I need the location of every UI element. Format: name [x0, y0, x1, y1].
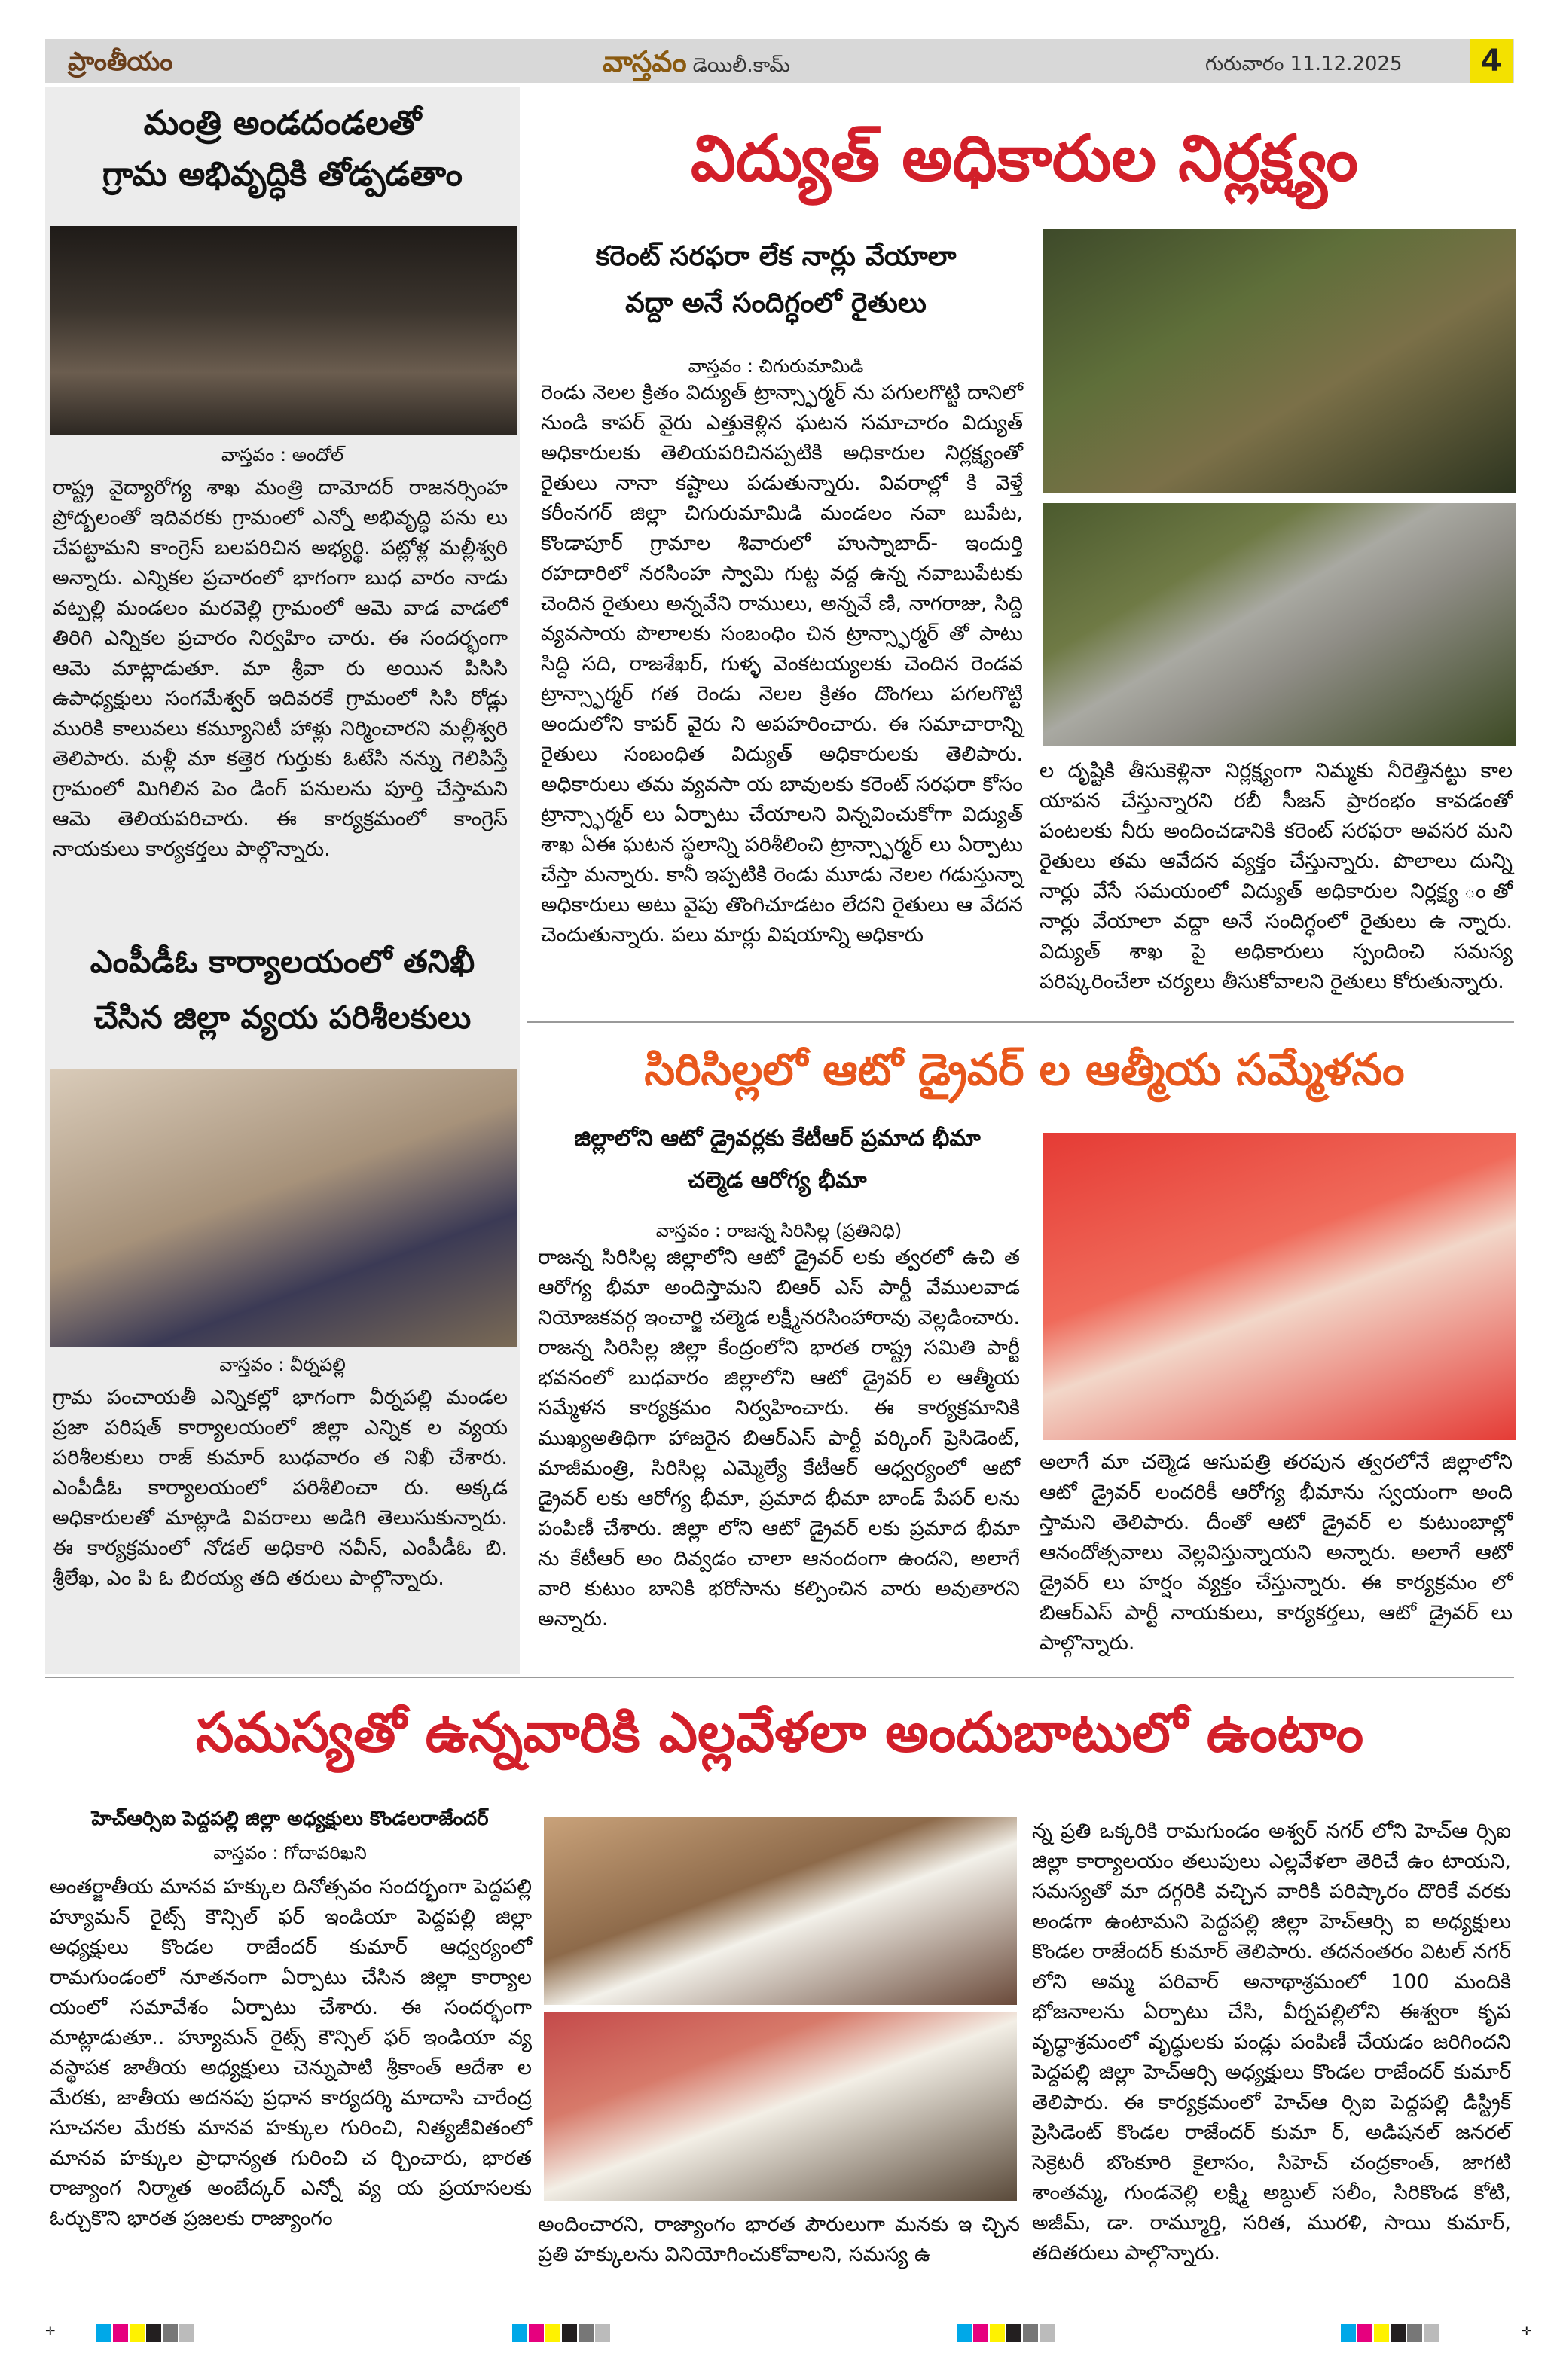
section-name: ప్రాంతీయం	[68, 47, 173, 77]
section-divider	[45, 1677, 1514, 1678]
logo-text: వాస్తవం	[603, 45, 687, 78]
power-story-headline: విద్యుత్ అధికారుల నిర్లక్ష్యం	[691, 121, 1358, 195]
page-number: 4	[1470, 39, 1513, 83]
left-story1-body: రాష్ట్ర వైద్యారోగ్య శాఖ మంత్రి దామోదర్ రాజనర్సింహ ప్రోద్బలంతో ఇదివరకు గ్రామంలో ఎన్నో అభివృద్ధి పను లు చేపట్టామని కాంగ్రెస్ బలపరిచిన అభ్యర్థి. పట్లోళ్ల మల్లీశ్వరి అన్నారు. ఎన్నికల ప్రచారంలో భాగంగా బుధ వారం నాడు వట్పల్లి మండలం మరవెల్లి గ్రామంలో ఆమె వాడ వాడలో తిరిగి ఎన్నికల ప్రచారం నిర్వహిం చారు. ఈ సందర్భంగా ఆమె మాట్లాడుతూ. మా శ్రీవా రు అయిన పిసిసి ఉపాధ్యక్షులు సంగమేశ్వర్ ఇదివరకే గ్రామంలో సిసి రోడ్లు మురికి కాలువలు కమ్యూనిటీ హాళ్లు నిర్మించారని మల్లీశ్వరి తెలిపారు. మళ్లీ మా కత్తెర గుర్తుకు ఓటేసి నన్ను గెలిపిస్తే గ్రామంలో మిగిలిన పెం డింగ్ పనులను పూర్తి చేస్తామని ఆమె తెలియపరిచారు. ఈ కార్యక్రమంలో కాంగ్రెస్ నాయకులు కార్యకర్తలు పాల్గొన్నారు.	[53, 476, 508, 861]
headline-line: గ్రామ అభివృద్ధికి తోడ్పడతాం	[102, 155, 463, 194]
headline-line: చేసిన జిల్లా వ్యయ పరిశీలకులు	[93, 999, 472, 1036]
transformer-damage-photo	[1043, 229, 1516, 493]
hr-story-body-col1: అంతర్జాతీయ మానవ హక్కుల దినోత్సవం సందర్భంగా పెద్దపల్లి హ్యూమన్ రైట్స్ కౌన్సిల్ ఫర్ ఇండియా పెద్దపల్లి జిల్లా అధ్యక్షులు కొండల రాజేందర్ కుమార్ ఆధ్వర్యంలో రామగుండంలో నూతనంగా ఏర్పాటు చేసిన జిల్లా కార్యాల యంలో సమావేశం ఏర్పాటు చేశారు. ఈ సందర్భంగా మాట్లాడుతూ.. హ్యూమన్ రైట్స్ కౌన్సిల్ ఫర్ ఇండియా వ్య వస్థాపక జాతీయ అధ్యక్షులు చెన్నుపాటి శ్రీకాంత్ ఆదేశా ల మేరకు, జాతీయ అదనపు ప్రధాన కార్యదర్శి మాదాసి చారేంద్ర సూచనల మేరకు మానవ హక్కుల గురించి, నిత్యజీవితంలో మానవ హక్కుల ప్రాధాన్యత గురించి చ ర్చించారు, భారత రాజ్యాంగ నిర్మాత అంబేద్కర్ ఎన్నో వ్య య ప్రయాసలకు ఓర్చుకొని భారత ప్రజలకు రాజ్యాంగం	[50, 1875, 532, 2230]
group-photo-night	[50, 226, 517, 435]
hr-story-subheadline: హెచ్ఆర్సిఐ పెద్దపల్లి జిల్లా అధ్యక్షులు కొండలరాజేందర్	[91, 1808, 489, 1830]
auto-story-byline: వాస్తవం : రాజన్న సిరిసిల్ల (ప్రతినిధి)	[655, 1220, 902, 1241]
left-story2-headline	[53, 934, 512, 1045]
left-story2-body: గ్రామ పంచాయతీ ఎన్నికల్లో భాగంగా వీర్నపల్లి మండల ప్రజా పరిషత్ కార్యాలయంలో జిల్లా ఎన్నిక ల వ్యయ పరిశీలకులు రాజ్ కుమార్ బుధవారం త నిఖీ చేశారు. ఎంపీడీఓ కార్యాలయంలో పరిశీలించా రు. అక్కడ అధికారులతో మాట్లాడి వివరాలు అడిగి తెలుసుకున్నారు. ఈ కార్యక్రమంలో నోడల్ అధికారి నవీన్, ఎంపీడీఓ బి. శ్రీలేఖ, ఎం పి ఓ బిరయ్య తది తరులు పాల్గొన్నారు.	[53, 1386, 508, 1590]
registration-mark-crosshair: ✛	[45, 2324, 56, 2338]
logo-subtext: డెయిలీ.కామ్	[692, 54, 790, 77]
auto-story-body-col2: అలాగే మా చల్మెడ ఆసుపత్రి తరపున త్వరలోనే జిల్లాలోని ఆటో డ్రైవర్ లందరికీ ఆరోగ్య భీమాను స్వయంగా అంది స్తామని తెలిపారు. దీంతో ఆటో డ్రైవర్ ల కుటుంబాల్లో ఆనందోత్సవాలు వెల్లవిస్తున్నాయని అన్నారు. అలాగే ఆటో డ్రైవర్ లు హర్షం వ్యక్తం చేస్తున్నారు. ఈ కార్యక్రమం లో బిఆర్ఎస్ పార్టీ నాయకులు, కార్యకర్తలు, ఆటో డ్రైవర్ లు పాల్గొన్నారు.	[1040, 1451, 1513, 1655]
left-story1-headline	[53, 98, 512, 200]
power-story-body-col1: రెండు నెలల క్రితం విద్యుత్ ట్రాన్స్ఫార్మర్ ను పగులగొట్టి దానిలో నుండి కాపర్ వైరు ఎత్తుకెళ్లిన ఘటన సమాచారం విద్యుత్ అధికారులకు తెలియపరిచినప్పటికి అధికారుల నిర్లక్ష్యంతో రైతులు నానా కష్టాలు పడుతున్నారు. వివరాల్లో కి వెళ్తే కరీంనగర్ జిల్లా చిగురుమామిడి మండలం నవా బుపేట, కొండాపూర్ గ్రామాల శివారులో హుస్నాబాద్- ఇందుర్తి రహదారిలో నరసింహ స్వామి గుట్ట వద్ద ఉన్న నవాబుపేటకు చెందిన రైతులు అన్నవేని రాములు, అన్నవే ణి, నాగరాజు, సిద్ది వ్యవసాయ పొలాలకు సంబంధిం చిన ట్రాన్స్ఫార్మర్ తో పాటు సిద్ది సది, రాజశేఖర్, గుళ్ళ వెంకటయ్యలకు చెందిన రెండవ ట్రాన్స్ఫార్మర్ గత రెండు నెలల క్రితం దొంగలు పగలగొట్టి అందులోని కాపర్ వైరు ని అపహరించారు. ఈ సమాచారాన్ని రైతులు సంబంధిత విద్యుత్ అధికారులకు తెలిపారు. అధికారులు తమ వ్యవసా య బావులకు కరెంట్ సరఫరా కోసం ట్రాన్స్ఫార్మర్ లు ఏర్పాటు చేయాలని విన్నవించుకోగా విద్యుత్ శాఖ ఏఈ ఘటన స్థలాన్ని పరిశీలించి ట్రాన్స్ఫార్మర్ లు ఏర్పాటు చేస్తా మన్నారు. కానీ ఇప్పటికి రెండు మూడు నెలల గడుస్తున్నా అధికారులు అటు వైపు తొంగిచూడటం లేదని రైతులు ఆ వేదన చెందుతున్నారు. పలు మార్లు విషయాన్ని అధికారు	[541, 381, 1023, 947]
section-divider	[527, 1021, 1514, 1023]
hrci-group-photo	[544, 1817, 1017, 2005]
subheadline-line: కరెంట్ సరఫరా లేక నార్లు వేయాలా	[595, 241, 957, 272]
hr-story-headline: సమస్యతో ఉన్నవారికి ఎల్లవేళలా అందుబాటులో ఉంటాం	[195, 1701, 1364, 1764]
transformer-box-photo	[1043, 503, 1516, 746]
issue-date: గురువారం 11.12.2025	[1205, 53, 1403, 75]
left-story2-byline: వాస్తవం : వీర్నపల్లి	[219, 1354, 346, 1375]
office-inspection-photo	[50, 1069, 517, 1347]
hr-story-byline: వాస్తవం : గోదావరిఖని	[213, 1842, 367, 1863]
color-swatch-strip	[512, 2324, 612, 2346]
hr-story-body-col3: న్న ప్రతి ఒక్కరికి రామగుండం అశ్వర్ నగర్ లోని హెచ్ఆ ర్సిఐ జిల్లా కార్యాలయం తలుపులు ఎల్లవేళలా తెరిచే ఉం టాయని, సమస్యతో మా దగ్గరికి వచ్చిన వారికి పరిష్కారం దొరికే వరకు అండగా ఉంటామని పెద్దపల్లి జిల్లా హెచ్ఆర్సి ఐ అధ్యక్షులు కొండల రాజేందర్ కుమార్ తెలిపారు. తదనంతరం విటల్ నగర్ లోని అమ్మ పరివార్ అనాథాశ్రమంలో 100 మందికి భోజనాలను ఏర్పాటు చేసి, వీర్నపల్లిలోని ఈశ్వరా కృప వృద్ధాశ్రమంలో వృద్ధులకు పండ్లు పంపిణీ చేయడం జరిగిందని పెద్దపల్లి జిల్లా హెచ్ఆర్సి అధ్యక్షులు కొండల రాజేందర్ కుమార్ తెలిపారు. ఈ కార్యక్రమంలో హెచ్ఆ ర్సిఐ పెద్దపల్లి డిస్ట్రిక్ ప్రెసిడెంట్ కొండల రాజేందర్ కుమా ర్, అడిషనల్ జనరల్ సెక్రెటరీ బొంకూరి కైలాసం, సిహెచ్ చంద్రకాంత్, జాగటి శాంతమ్మ, గుండవెల్లి లక్ష్మి అబ్దుల్ సలీం, సిరికొండ కోటి, అజీమ్, డా. రామ్మూర్తి, సరిత, మురళి, సాయి కుమార్, తదితరులు పాల్గొన్నారు.	[1032, 1820, 1511, 2265]
registration-mark-crosshair: ✛	[1522, 2324, 1532, 2338]
hrci-banner-photo	[544, 2012, 1017, 2201]
ktr-speech-photo	[1043, 1133, 1516, 1440]
left-story1-byline: వాస్తవం : అందోల్	[221, 444, 344, 465]
auto-story-body-col1: రాజన్న సిరిసిల్ల జిల్లాలోని ఆటో డ్రైవర్ లకు త్వరలో ఉచి త ఆరోగ్య భీమా అందిస్తామని బిఆర్ ఎస్ పార్టీ వేములవాడ నియోజకవర్గ ఇంచార్జి చల్మెడ లక్ష్మీనరసింహారావు వెల్లడించారు. రాజన్న సిరిసిల్ల జిల్లా కేంద్రంలోని భారత రాష్ట్ర సమితి పార్టీ భవనంలో బుధవారం జిల్లాలోని ఆటో డ్రైవర్ ల ఆత్మీయ సమ్మేళన కార్యక్రమం నిర్వహించారు. ఈ కార్యక్రమానికి ముఖ్యఅతిథిగా హాజరైన బిఆర్ఎస్ పార్టీ వర్కింగ్ ప్రెసిడెంట్, మాజీమంత్రి, సిరిసిల్ల ఎమ్మెల్యే కేటీఆర్ ఆధ్వర్యంలో ఆటో డ్రైవర్ లకు ఆరోగ్య భీమా, ప్రమాద భీమా బాండ్ పేపర్ లను పంపిణీ చేశారు. జిల్లా లోని ఆటో డ్రైవర్ లకు ప్రమాద భీమా ను కేటీఆర్ అం దివ్వడం చాలా ఆనందంగా ఉందని, అలాగే వారి కుటుం బానికి భరోసాను కల్పించిన వారు అవుతారని అన్నారు.	[538, 1246, 1020, 1631]
subheadline-line: చల్మెడ ఆరోగ్య భీమా	[688, 1167, 867, 1194]
masthead-logo	[603, 45, 790, 86]
color-swatch-strip	[1341, 2324, 1440, 2346]
subheadline-line: వద్దా అనే సందిగ్ధంలో రైతులు	[625, 288, 927, 319]
power-story-body-col2: ల దృష్టికి తీసుకెళ్లినా నిర్లక్ష్యంగా నిమ్మకు నీరెత్తినట్టు కాల యాపన చేస్తున్నారని రబీ సీజన్ ప్రారంభం కావడంతో పంటలకు నీరు అందించడానికి కరెంట్ సరఫరా అవసర మని రైతులు తమ ఆవేదన వ్యక్తం చేస్తున్నారు. పొలాలు దున్ని నార్లు వేసే సమయంలో విద్యుత్ అధికారుల నిర్లక్ష్య ంతో నార్లు వేయాలా వద్దా అనే సందిగ్ధంలో రైతులు ఉ న్నారు. విద్యుత్ శాఖ పై అధికారులు స్పందించి సమస్య పరిష్కరించేలా చర్యలు తీసుకోవాలని రైతులు కోరుతున్నారు.	[1040, 759, 1513, 993]
subheadline-line: జిల్లాలోని ఆటో డ్రైవర్లకు కేటీఆర్ ప్రమాద భీమా	[574, 1125, 981, 1152]
color-swatch-strip	[957, 2324, 1056, 2346]
headline-line: ఎంపీడీఓ కార్యాలయంలో తనిఖీ	[90, 943, 475, 980]
power-story-subheadline	[542, 233, 1009, 327]
headline-line: మంత్రి అండదండలతో	[143, 104, 422, 142]
power-story-byline: వాస్తవం : చిగురుమామిడి	[688, 355, 864, 377]
auto-story-headline: సిరిసిల్లలో ఆటో డ్రైవర్ ల ఆత్మీయ సమ్మేళనం	[644, 1044, 1405, 1095]
color-swatch-strip	[96, 2324, 196, 2346]
hr-story-body-col2: అందించారని, రాజ్యాంగం భారత పౌరులుగా మనకు ఇ చ్చిన ప్రతి హక్కులను వినియోగించుకోవాలని, సమస్య ఉ	[538, 2213, 1020, 2266]
auto-story-subheadline	[538, 1118, 1017, 1202]
